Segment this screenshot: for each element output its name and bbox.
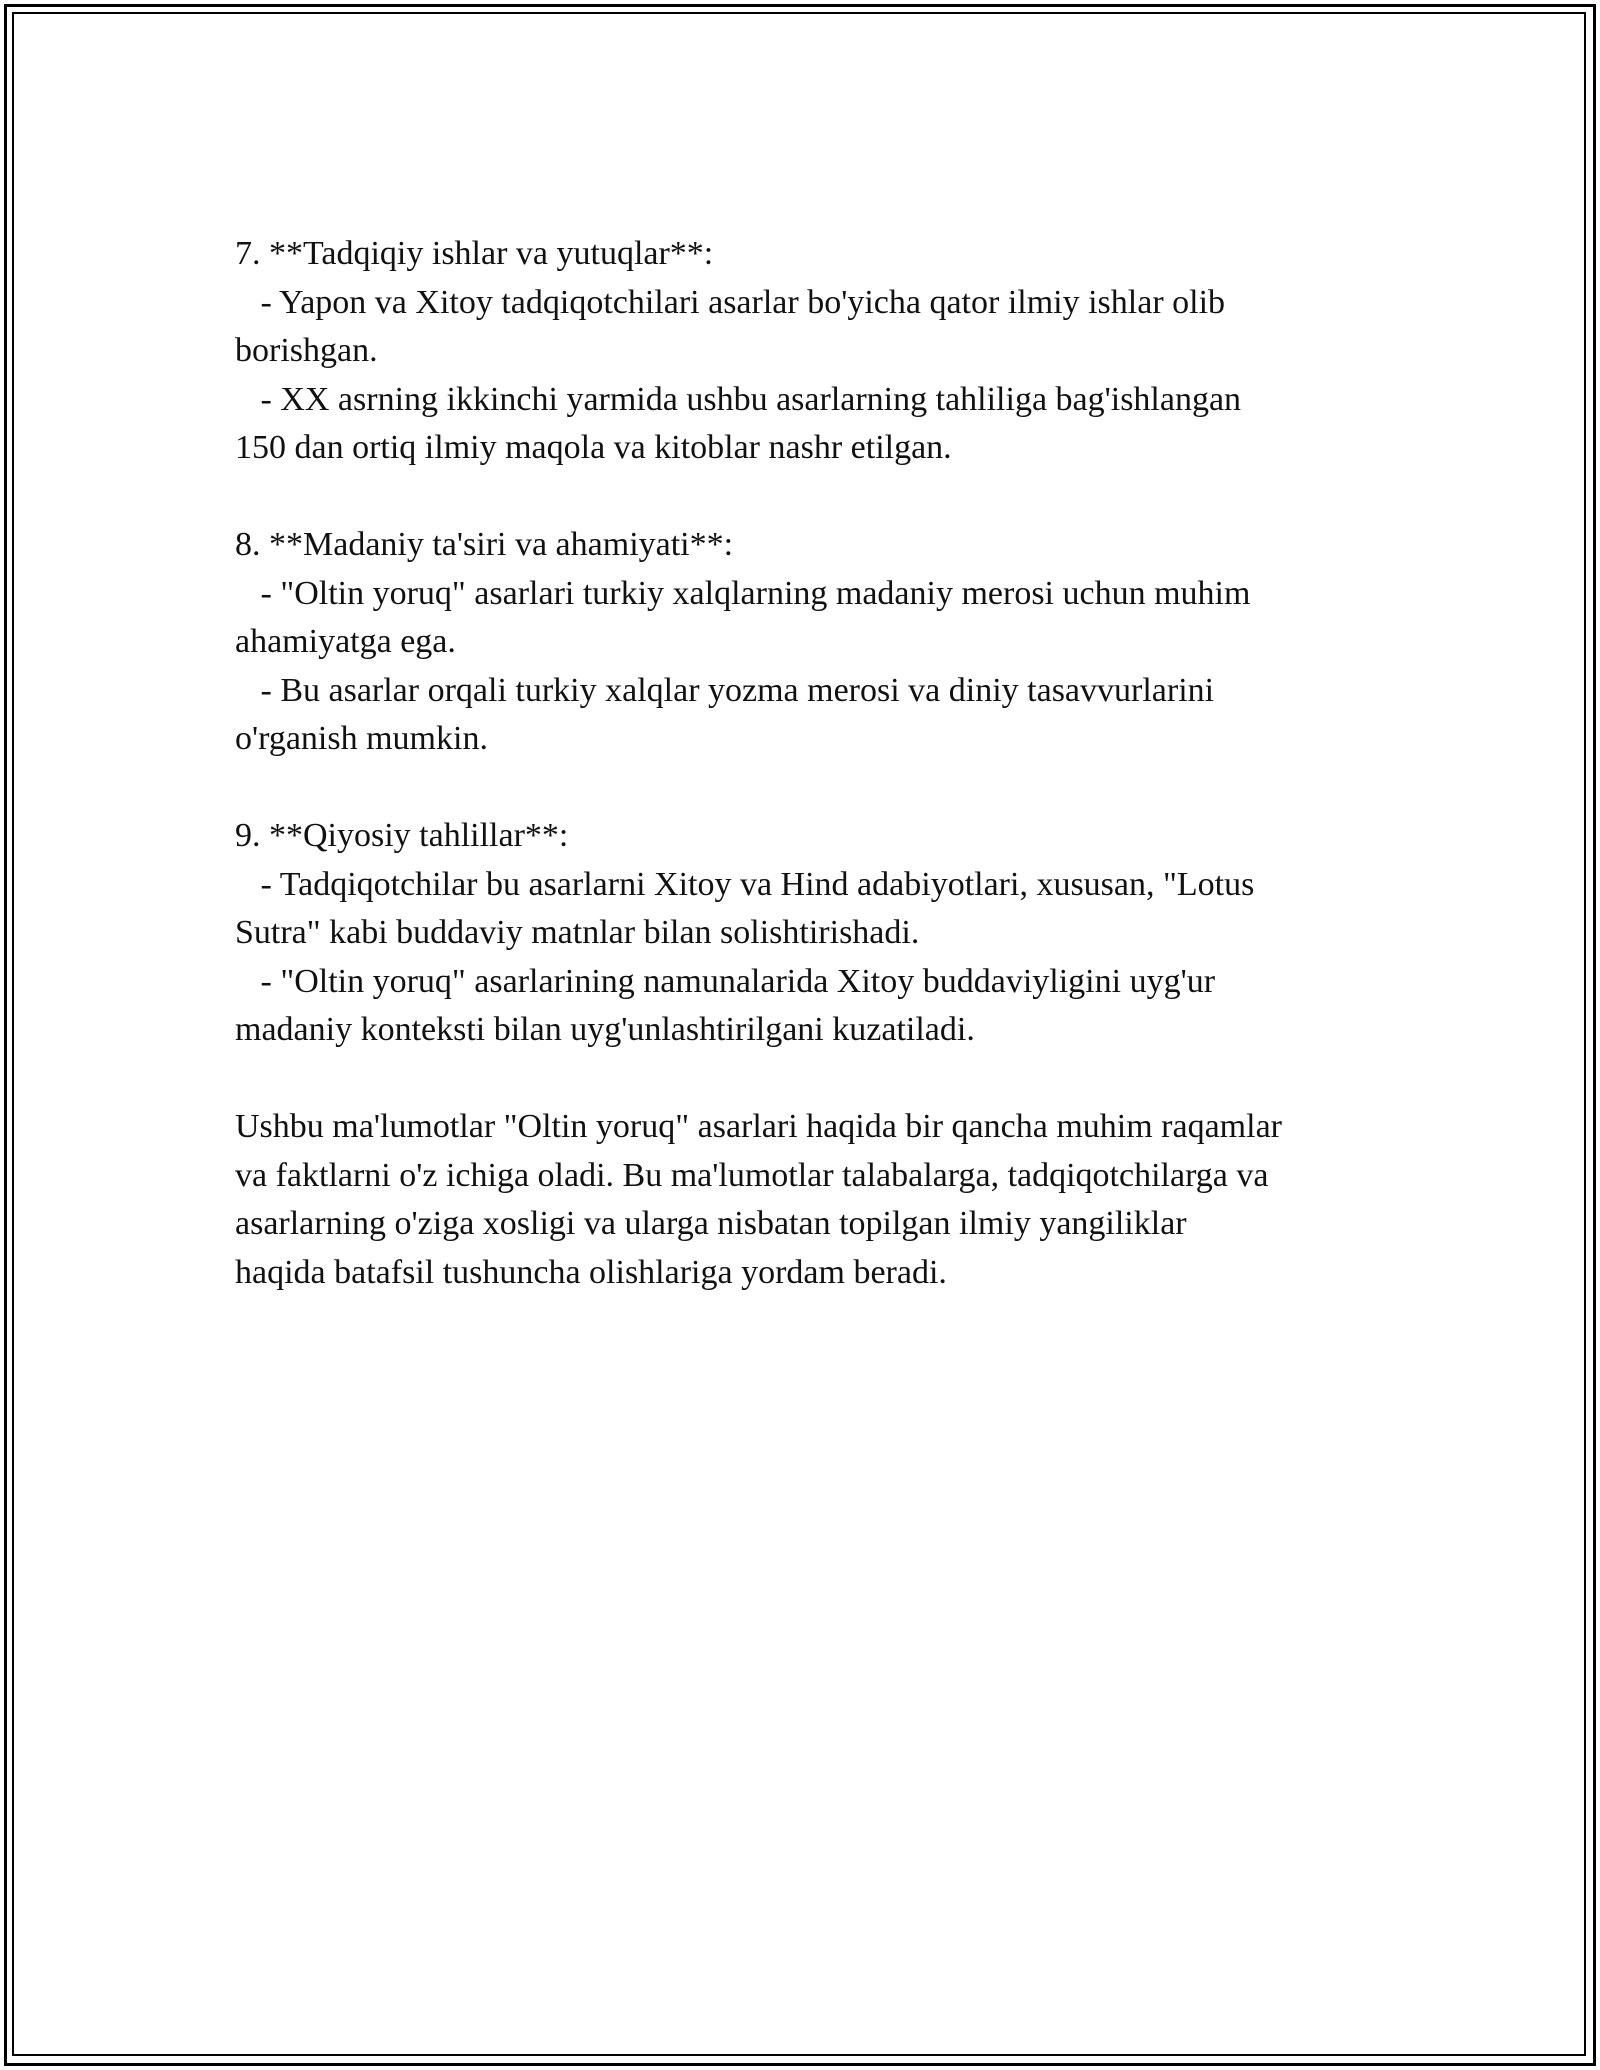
section-heading: 9. **Qiyosiy tahlillar**: — [235, 817, 569, 854]
bullet-line: borishgan. — [235, 332, 378, 369]
bullet-item — [235, 570, 1415, 667]
paragraph-line: asarlarning o'ziga xosligi va ularga nisbatan topilgan ilmiy yangiliklar — [235, 1205, 1187, 1242]
section-7 — [235, 230, 1415, 473]
bullet-line: Sutra" kabi buddaviy matnlar bilan solishtirishadi. — [235, 914, 920, 951]
section-9 — [235, 812, 1415, 1055]
bullet-item — [235, 958, 1415, 1055]
paragraph-line: haqida batafsil tushuncha olishlariga yordam beradi. — [235, 1253, 947, 1291]
section-heading: 8. **Madaniy ta'siri va ahamiyati**: — [235, 526, 734, 563]
conclusion-paragraph — [235, 1103, 1415, 1297]
bullet-item — [235, 279, 1415, 376]
bullet-line: o'rganish mumkin. — [235, 720, 488, 757]
bullet-line: - "Oltin yoruq" asarlarining namunalarida Xitoy buddaviyligini uyg'ur — [235, 962, 1216, 1000]
bullet-line: ahamiyatga ega. — [235, 623, 456, 660]
paragraph-line: va faktlarni o'z ichiga oladi. Bu ma'lumotlar talabalarga, tadqiqotchilarga va — [235, 1156, 1269, 1194]
bullet-line: - Bu asarlar orqali turkiy xalqlar yozma merosi va diniy tasavvurlarini — [235, 671, 1215, 709]
section-heading: 7. **Tadqiqiy ishlar va yutuqlar**: — [235, 235, 714, 272]
bullet-line: madaniy konteksti bilan uyg'unlashtirilgani kuzatiladi. — [235, 1011, 975, 1048]
paragraph-spacer — [235, 1055, 1415, 1104]
bullet-line: - Yapon va Xitoy tadqiqotchilari asarlar bo'yicha qator ilmiy ishlar olib — [235, 283, 1226, 321]
bullet-line: - XX asrning ikkinchi yarmida ushbu asarlarning tahliliga bag'ishlangan — [235, 380, 1242, 418]
document-body — [235, 230, 1415, 1297]
bullet-line: - "Oltin yoruq" asarlari turkiy xalqlarning madaniy merosi uchun muhim — [235, 574, 1251, 612]
bullet-item — [235, 376, 1415, 473]
paragraph-line: Ushbu ma'lumotlar "Oltin yoruq" asarlari haqida bir qancha muhim raqamlar — [235, 1108, 1282, 1145]
bullet-item — [235, 861, 1415, 958]
paragraph-spacer — [235, 764, 1415, 813]
bullet-line: 150 dan ortiq ilmiy maqola va kitoblar nashr etilgan. — [235, 429, 952, 466]
paragraph-spacer — [235, 473, 1415, 522]
bullet-item — [235, 667, 1415, 764]
bullet-line: - Tadqiqotchilar bu asarlarni Xitoy va Hind adabiyotlari, xususan, "Lotus — [235, 865, 1255, 903]
section-8 — [235, 521, 1415, 764]
